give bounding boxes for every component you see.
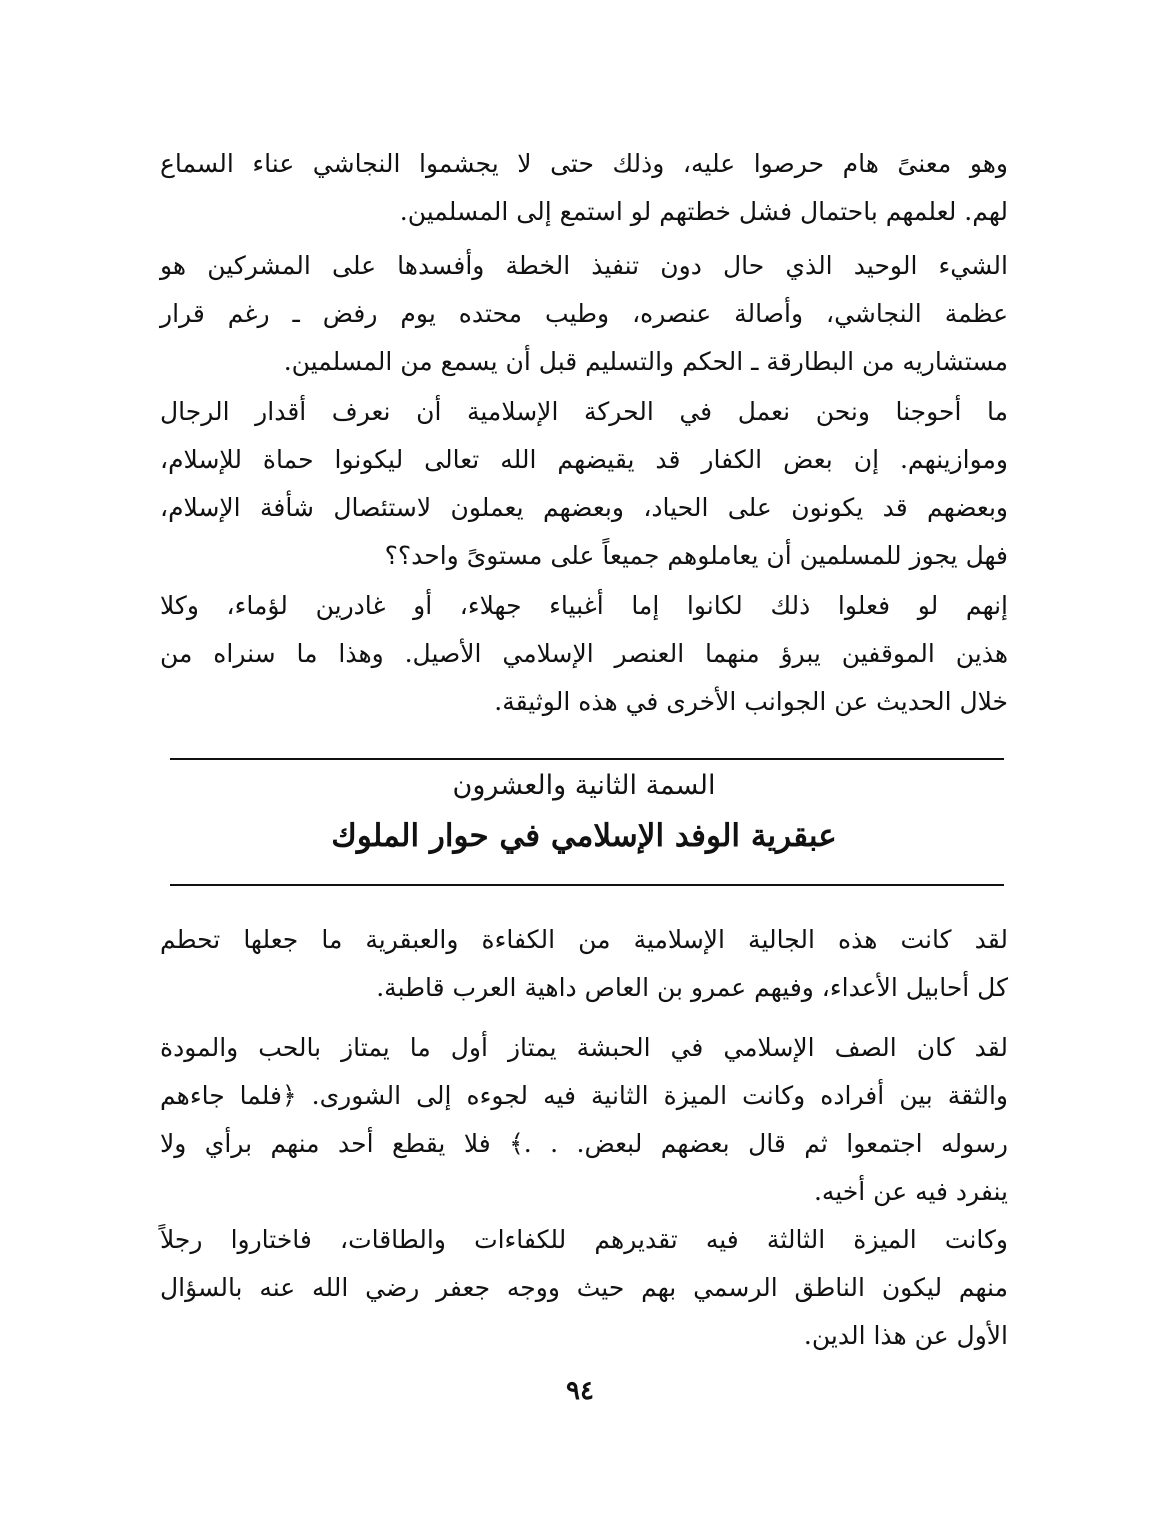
paragraph-4 [160, 582, 1008, 726]
paragraph-2 [160, 242, 1008, 386]
paragraph-line: وموازينهم. إن بعض الكفار قد يقيضهم الله تعالى ليكونوا حماة للإسلام، [160, 445, 1008, 474]
paragraph-line: الأول عن هذا الدين. [803, 1321, 1008, 1350]
paragraph-line: وبعضهم قد يكونون على الحياد، وبعضهم يعملون لاستئصال شأفة الإسلام، [160, 493, 1008, 522]
paragraph-line: فهل يجوز للمسلمين أن يعاملوهم جميعاً على مستوىً واحد؟؟ [384, 541, 1008, 570]
paragraph-line: لقد كان الصف الإسلامي في الحبشة يمتاز أول ما يمتاز بالحب والمودة [160, 1033, 1008, 1062]
paragraph-3 [160, 388, 1008, 580]
paragraph-5 [160, 916, 1008, 1012]
paragraph-line: إنهم لو فعلوا ذلك لكانوا إما أغبياء جهلاء، أو غادرين لؤماء، وكلا [160, 591, 1008, 620]
paragraph-line: الشيء الوحيد الذي حال دون تنفيذ الخطة وأفسدها على المشركين هو [160, 251, 1008, 280]
paragraph-line: والثقة بين أفراده وكانت الميزة الثانية فيه لجوءه إلى الشورى. ﴿فلما جاءهم [160, 1081, 1008, 1110]
paragraph-line: لهم. لعلمهم باحتمال فشل خطتهم لو استمع إلى المسلمين. [399, 197, 1008, 226]
paragraph-1 [160, 140, 1008, 236]
paragraph-line: وكانت الميزة الثالثة فيه تقديرهم للكفاءات والطاقات، فاختاروا رجلاً [160, 1225, 1008, 1254]
page-number: ٩٤ [566, 1376, 594, 1406]
section-subtitle: السمة الثانية والعشرون [452, 770, 716, 801]
paragraph-line: كل أحابيل الأعداء، وفيهم عمرو بن العاص داهية العرب قاطبة. [376, 973, 1008, 1002]
section-rule-bottom [170, 884, 1004, 886]
paragraph-line: منهم ليكون الناطق الرسمي بهم حيث ووجه جعفر رضي الله عنه بالسؤال [160, 1273, 1008, 1302]
section-rule-top [170, 758, 1004, 760]
paragraph-line: مستشاريه من البطارقة ـ الحكم والتسليم قبل أن يسمع من المسلمين. [283, 347, 1008, 376]
paragraph-line: ما أحوجنا ونحن نعمل في الحركة الإسلامية أن نعرف أقدار الرجال [160, 397, 1008, 426]
paragraph-line: وهو معنىً هام حرصوا عليه، وذلك حتى لا يجشموا النجاشي عناء السماع [160, 149, 1008, 178]
paragraph-line: لقد كانت هذه الجالية الإسلامية من الكفاءة والعبقرية ما جعلها تحطم [160, 925, 1008, 954]
paragraph-line: خلال الحديث عن الجوانب الأخرى في هذه الوثيقة. [494, 687, 1008, 716]
paragraph-7 [160, 1216, 1008, 1360]
paragraph-line: هذين الموقفين يبرؤ منهما العنصر الإسلامي الأصيل. وهذا ما سنراه من [160, 639, 1008, 668]
paragraph-6 [160, 1024, 1008, 1216]
paragraph-line: ينفرد فيه عن أخيه. [813, 1177, 1008, 1206]
paragraph-line: عظمة النجاشي، وأصالة عنصره، وطيب محتده يوم رفض ـ رغم قرار [160, 299, 1008, 328]
section-title: عبقرية الوفد الإسلامي في حوار الملوك [331, 818, 837, 854]
paragraph-line: رسوله اجتمعوا ثم قال بعضهم لبعض. . .﴾ فلا يقطع أحد منهم برأي ولا [160, 1129, 1008, 1158]
